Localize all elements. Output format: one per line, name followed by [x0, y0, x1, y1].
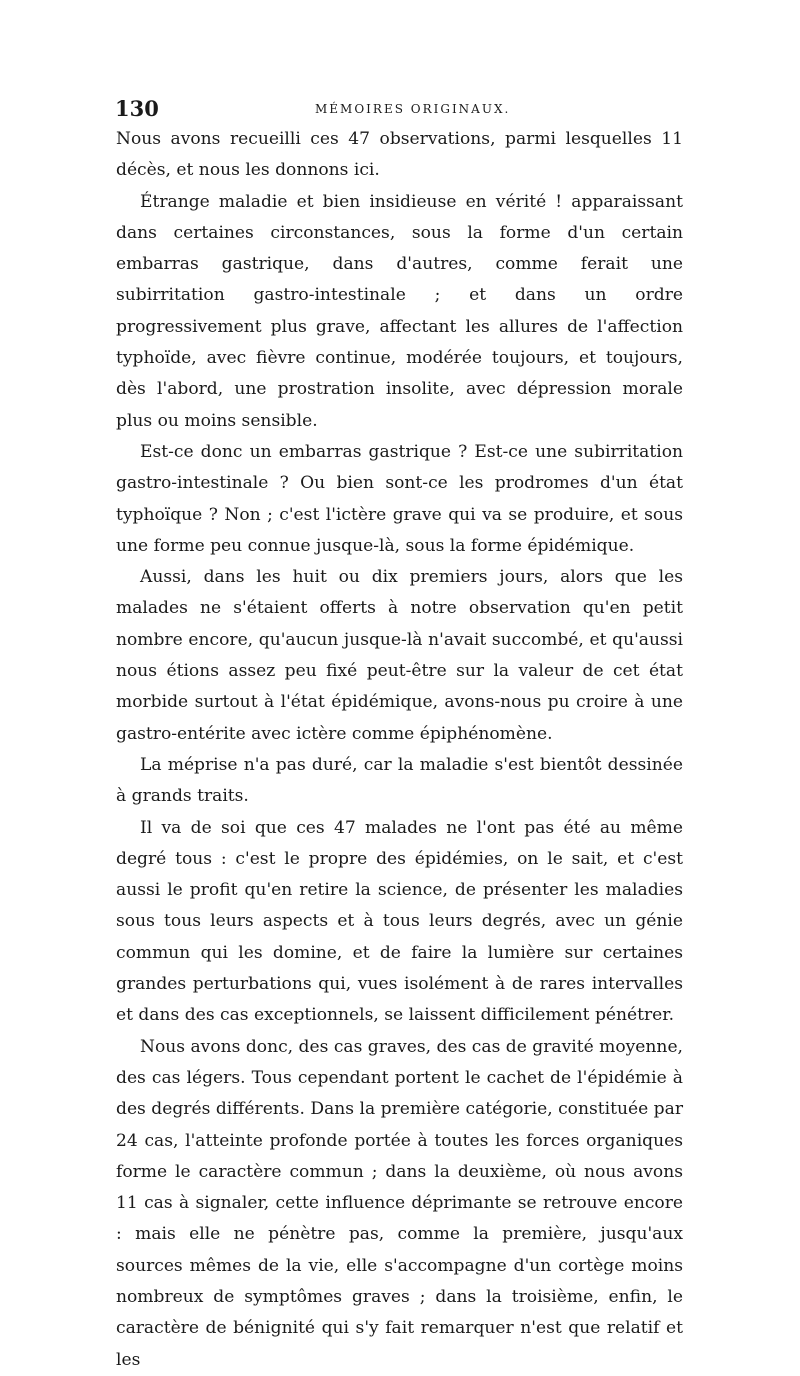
paragraph-1: Nous avons recueilli ces 47 observations, parmi lesquelles 11 décès, et nous les donnons ici. [116, 129, 683, 181]
paragraph-2: Étrange maladie et bien insidieuse en vérité ! apparaissant dans certaines circonstances, sous la forme d'un certain embarras gastrique, dans d'autres, comme ferait une subirritation gastro-intestinale ; et dans un ordre progressivement plus grave, affectant les allures de l'affection typhoïde, avec fièvre continue, modérée toujours, et toujours, dès l'abord, une prostration insolite, avec dépression morale plus ou moins sensible. [116, 191, 683, 431]
paragraph-6: Il va de soi que ces 47 malades ne l'ont pas été au même degré tous : c'est le propre des épidémies, on le sait, et c'est aussi le profit qu'en retire la science, de présenter les maladies sous tous leurs aspects et à tous leurs degrés, avec un génie commun qui les domine, et de faire la lumière sur certaines grandes perturbations qui, vues isolément à de rares intervalles et dans des cas exceptionnels, se laissent difficilement pénétrer. [116, 817, 683, 1026]
page-number: 130 [115, 96, 159, 121]
paragraph-4: Aussi, dans les huit ou dix premiers jours, alors que les malades ne s'étaient offerts à notre observation qu'en petit nombre encore, qu'aucun jusque-là n'avait succombé, et qu'aussi nous étions assez peu fixé peut-être sur la valeur de cet état morbide surtout à l'état épidémique, avons-nous pu croire à une gastro-entérite avec ictère comme épiphénomène. [116, 567, 683, 744]
page-header [115, 96, 685, 124]
paragraph-7: Nous avons donc, des cas graves, des cas de gravité moyenne, des cas légers. Tous cependant portent le cachet de l'épidémie à des degrés différents. Dans la première catégorie, constituée par 24 cas, l'atteinte profonde portée à toutes les forces organiques forme le caractère commun ; dans la deuxième, où nous avons 11 cas à signaler, cette influence déprimante se retrouve encore : mais elle ne pénètre pas, comme la première, jusqu'aux sources mêmes de la vie, elle s'accompagne d'un cortège moins nombreux de symptômes graves ; dans la troisième, enfin, le caractère de bénignité qui s'y fait remarquer n'est que relatif et les [116, 1036, 683, 1370]
running-head: MÉMOIRES ORIGINAUX. [315, 102, 511, 116]
paragraph-5: La méprise n'a pas duré, car la maladie s'est bientôt dessinée à grands traits. [116, 754, 683, 807]
body-text [116, 124, 683, 1376]
paragraph-3: Est-ce donc un embarras gastrique ? Est-ce une subirritation gastro-intestinale ? Ou bien sont-ce les prodromes d'un état typhoïque ? Non ; c'est l'ictère grave qui va se produire, et sous une forme peu connue jusque-là, sous la forme épidémique. [116, 441, 683, 556]
